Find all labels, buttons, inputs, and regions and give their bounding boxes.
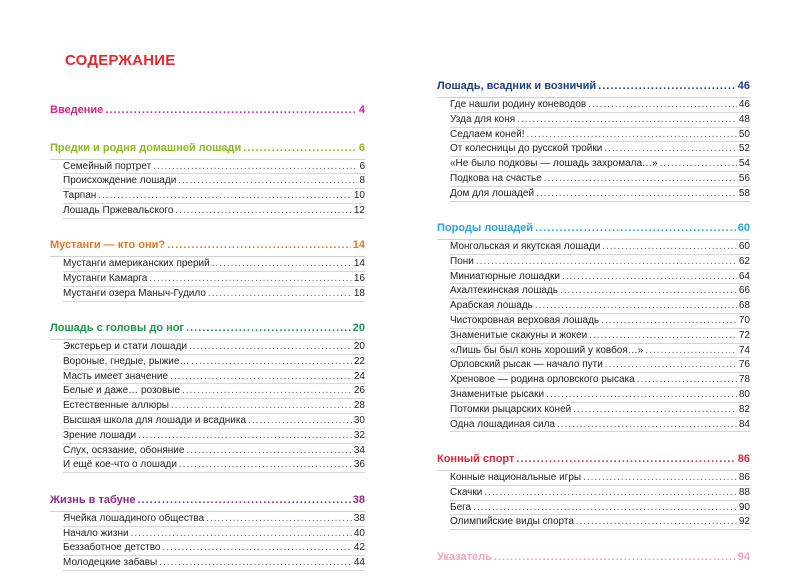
entry-page-number: 22: [353, 355, 365, 367]
entry-page-number: 28: [353, 400, 365, 412]
entry-page-number: 44: [353, 557, 365, 569]
entry-title: Бега: [450, 501, 472, 513]
toc-entry[interactable]: [63, 204, 365, 219]
entry-page-number: 58: [738, 187, 750, 199]
entry-title: Семейный портрет: [63, 160, 152, 172]
toc-section: [50, 490, 365, 571]
entry-title: И ещё кое-что о лошади: [63, 459, 177, 471]
entry-page-number: 14: [353, 258, 365, 270]
dot-leader: [602, 240, 737, 254]
dot-leader: [562, 270, 737, 284]
dot-leader: [583, 471, 737, 485]
dot-leader: [560, 284, 737, 298]
entry-title: Одна лошадиная сила: [450, 418, 556, 430]
section-title: Мустанги — кто они?: [50, 239, 166, 252]
dot-leader: [175, 204, 351, 218]
section-page-number: 38: [352, 493, 365, 506]
toc-entry[interactable]: [450, 98, 750, 113]
toc-entry[interactable]: [450, 172, 750, 187]
section-page-number: 60: [737, 222, 750, 235]
entry-title: Дом для лошадей: [450, 187, 535, 199]
dot-leader: [573, 403, 737, 417]
entry-page-number: 84: [738, 418, 750, 430]
toc-section: [437, 76, 750, 202]
toc-entry[interactable]: [63, 458, 365, 473]
entry-title: Белые и даже… розовые: [63, 385, 181, 397]
toc-entry[interactable]: [63, 370, 365, 385]
dot-leader: [557, 418, 737, 432]
section-page-number: 94: [737, 550, 750, 563]
entry-page-number: 36: [353, 459, 365, 471]
toc-entry[interactable]: [63, 160, 365, 175]
entry-page-number: 88: [738, 486, 750, 498]
dot-leader: [170, 370, 352, 384]
toc-entry[interactable]: [63, 512, 365, 527]
entry-title: Арабская лошадь: [450, 300, 533, 312]
toc-entry[interactable]: [450, 486, 750, 501]
entry-page-number: 26: [353, 385, 365, 397]
toc-entry[interactable]: [63, 287, 365, 302]
toc-entry[interactable]: [63, 556, 365, 571]
section-heading[interactable]: [437, 218, 750, 240]
entry-page-number: 80: [738, 389, 750, 401]
toc-entry[interactable]: [450, 128, 750, 143]
toc-entry[interactable]: [63, 340, 365, 355]
dot-leader: [189, 340, 352, 354]
toc-entry[interactable]: [450, 113, 750, 128]
section-title: Указатель: [437, 550, 492, 563]
dot-leader: [601, 314, 737, 328]
dot-leader: [604, 142, 737, 156]
toc-entry[interactable]: [63, 541, 365, 556]
entry-title: Потомки рыцарских коней: [450, 403, 572, 415]
entry-page-number: 66: [738, 285, 750, 297]
entry-page-number: 64: [738, 270, 750, 282]
entry-title: «Лишь бы был конь хороший у ковбоя…»: [450, 344, 644, 356]
entry-page-number: 18: [353, 287, 365, 299]
toc-entry[interactable]: [450, 515, 750, 530]
entry-title: Начало жизни: [63, 527, 129, 539]
entry-page-number: 40: [353, 527, 365, 539]
toc-entry[interactable]: [450, 388, 750, 403]
entry-title: Олимпийские виды спорта: [450, 516, 574, 528]
dot-leader: [473, 501, 737, 515]
section-page-number: 86: [737, 452, 750, 465]
toc-left-column: [50, 100, 365, 587]
dot-leader: [208, 287, 352, 301]
section-heading[interactable]: [50, 318, 365, 340]
toc-right-column: [437, 76, 750, 584]
section-page-number: 20: [352, 322, 365, 335]
dot-leader: [576, 515, 737, 529]
toc-entry[interactable]: [450, 344, 750, 359]
dot-leader: [484, 486, 737, 500]
toc-section: [50, 100, 365, 121]
toc-entry[interactable]: [63, 444, 365, 459]
section-title: Лошадь, всадник и возничий: [437, 80, 597, 92]
page-title: СОДЕРЖАНИЕ: [65, 52, 176, 69]
entry-title: Масть имеет значение: [63, 370, 169, 382]
entry-page-number: 46: [738, 99, 750, 110]
entry-page-number: 16: [353, 272, 365, 284]
entry-page-number: 74: [738, 344, 750, 356]
toc-entry[interactable]: [63, 414, 365, 429]
toc-section: [50, 318, 365, 473]
dot-leader: [645, 344, 737, 358]
entry-title: Экстерьер и стати лошади: [63, 341, 188, 353]
dot-leader: [243, 138, 357, 159]
entry-page-number: 8: [359, 175, 365, 187]
entry-page-number: 6: [359, 160, 365, 172]
entry-title: От колесницы до русской тройки: [450, 143, 603, 155]
entry-title: Тарпан: [63, 190, 97, 202]
dot-leader: [186, 318, 351, 339]
dot-leader: [660, 157, 737, 171]
entry-title: Беззаботное детство: [63, 542, 161, 554]
entry-title: Мустанги Камарга: [63, 272, 148, 284]
entry-title: Чистокровная верховая лошадь: [450, 315, 600, 327]
dot-leader: [516, 449, 735, 470]
entry-page-number: 72: [738, 329, 750, 341]
entry-title: Мустанги озера Маныч-Гудило: [63, 287, 206, 299]
toc-entry[interactable]: [63, 527, 365, 542]
toc-entry[interactable]: [450, 418, 750, 433]
toc-section: [437, 449, 750, 530]
toc-section: [437, 218, 750, 432]
toc-entry[interactable]: [450, 329, 750, 344]
toc-entry[interactable]: [63, 257, 365, 272]
entry-page-number: 86: [738, 471, 750, 483]
dot-leader: [589, 329, 737, 343]
dot-leader: [131, 527, 352, 541]
toc-entry[interactable]: [450, 255, 750, 270]
toc-entry[interactable]: [450, 270, 750, 285]
dot-leader: [535, 299, 737, 313]
dot-leader: [605, 358, 737, 372]
entry-title: Узда для коня: [450, 113, 516, 125]
entry-title: Слух, осязание, обоняние: [63, 444, 185, 456]
dot-leader: [98, 189, 352, 203]
entry-title: Конные национальные игры: [450, 471, 582, 483]
dot-leader: [186, 444, 351, 458]
entry-page-number: 30: [353, 415, 365, 427]
toc-entry[interactable]: [450, 403, 750, 418]
entry-title: Зрение лошади: [63, 429, 137, 441]
entry-title: Происхождение лошади: [63, 175, 177, 187]
entry-page-number: 20: [353, 341, 365, 353]
dot-leader: [527, 128, 737, 142]
dot-leader: [588, 98, 737, 112]
toc-entry[interactable]: [450, 157, 750, 172]
dot-leader: [105, 100, 357, 121]
entry-title: Миниатюрные лошадки: [450, 270, 560, 282]
dot-leader: [476, 255, 737, 269]
toc-entry[interactable]: [450, 284, 750, 299]
dot-leader: [546, 388, 737, 402]
section-title: Жизнь в табуне: [50, 493, 136, 506]
entry-title: Ахалтекинская лошадь: [450, 285, 558, 297]
section-title: Конный спорт: [437, 452, 515, 465]
entry-title: Где нашли родину коневодов: [450, 99, 587, 110]
dot-leader: [206, 512, 352, 526]
toc-entry[interactable]: [450, 471, 750, 486]
dot-leader: [517, 113, 737, 127]
toc-section: [437, 547, 750, 568]
entry-page-number: 56: [738, 172, 750, 184]
entry-title: Мустанги американских прерий: [63, 258, 210, 270]
entry-page-number: 48: [738, 113, 750, 125]
toc-entry[interactable]: [63, 272, 365, 287]
toc-entry[interactable]: [63, 189, 365, 204]
dot-leader: [167, 235, 351, 256]
section-heading[interactable]: [437, 76, 750, 98]
entry-page-number: 68: [738, 300, 750, 312]
entry-title: Знаменитые рысаки: [450, 389, 545, 401]
entry-page-number: 90: [738, 501, 750, 513]
section-heading[interactable]: [50, 100, 365, 121]
entry-title: Хреновое — родина орловского рысака: [450, 374, 635, 386]
entry-title: Орловский рысак — начало пути: [450, 359, 603, 371]
toc-entry[interactable]: [63, 174, 365, 189]
entry-title: Знаменитые скакуны и жокеи: [450, 329, 588, 341]
entry-page-number: 24: [353, 370, 365, 382]
toc-entry[interactable]: [63, 384, 365, 399]
toc-entry[interactable]: [450, 142, 750, 157]
entry-title: Естественные аллюры: [63, 400, 169, 412]
entry-page-number: 50: [738, 128, 750, 140]
entry-title: Ячейка лошадиного общества: [63, 512, 205, 524]
entry-page-number: 70: [738, 315, 750, 327]
entry-title: Подкова на счастье: [450, 172, 542, 184]
section-heading[interactable]: [50, 490, 365, 512]
entry-title: «Не было подковы — лошадь захромала…»: [450, 158, 658, 170]
section-heading[interactable]: [437, 449, 750, 471]
dot-leader: [162, 541, 351, 555]
section-title: Предки и родня домашней лошади: [50, 141, 242, 154]
dot-leader: [178, 174, 357, 188]
entry-page-number: 10: [353, 190, 365, 202]
dot-leader: [138, 490, 351, 511]
section-title: Введение: [50, 104, 104, 116]
entry-page-number: 92: [738, 516, 750, 528]
dot-leader: [182, 384, 352, 398]
dot-leader: [179, 458, 352, 472]
entry-page-number: 76: [738, 359, 750, 371]
dot-leader: [149, 272, 352, 286]
toc-entry[interactable]: [63, 429, 365, 444]
dot-leader: [536, 187, 737, 201]
dot-leader: [637, 373, 737, 387]
toc-entry[interactable]: [450, 187, 750, 202]
section-heading[interactable]: [437, 547, 750, 568]
dot-leader: [159, 556, 352, 570]
entry-page-number: 52: [738, 143, 750, 155]
toc-entry[interactable]: [450, 501, 750, 516]
entry-page-number: 82: [738, 403, 750, 415]
dot-leader: [212, 257, 352, 271]
dot-leader: [535, 218, 736, 239]
dot-leader: [598, 76, 736, 97]
dot-leader: [248, 414, 352, 428]
entry-page-number: 60: [738, 241, 750, 253]
toc-entry[interactable]: [450, 299, 750, 314]
toc-entry[interactable]: [450, 240, 750, 255]
toc-section: [50, 138, 365, 219]
dot-leader: [494, 547, 736, 568]
toc-entry[interactable]: [63, 355, 365, 370]
dot-leader: [171, 399, 352, 413]
toc-section: [50, 235, 365, 301]
entry-page-number: 54: [738, 158, 750, 170]
entry-title: Молодецкие забавы: [63, 557, 158, 569]
toc-entry[interactable]: [450, 314, 750, 329]
toc-entry[interactable]: [63, 399, 365, 414]
entry-title: Высшая школа для лошади и всадника: [63, 415, 247, 427]
section-title: Лошадь с головы до ног: [50, 322, 185, 335]
toc-entry[interactable]: [450, 373, 750, 388]
section-page-number: 46: [737, 80, 750, 92]
entry-page-number: 34: [353, 444, 365, 456]
entry-title: Седлаем коней!: [450, 128, 525, 140]
entry-title: Вороные, гнедые, рыжие…: [63, 355, 190, 367]
dot-leader: [544, 172, 737, 186]
section-page-number: 6: [358, 141, 365, 154]
entry-page-number: 12: [353, 204, 365, 216]
dot-leader: [138, 429, 352, 443]
toc-entry[interactable]: [450, 358, 750, 373]
entry-page-number: 32: [353, 429, 365, 441]
dot-leader: [191, 355, 351, 369]
section-heading[interactable]: [50, 138, 365, 160]
entry-page-number: 62: [738, 255, 750, 267]
entry-title: Пони: [450, 255, 474, 267]
entry-title: Скачки: [450, 486, 483, 498]
entry-page-number: 38: [353, 512, 365, 524]
section-page-number: 14: [352, 239, 365, 252]
dot-leader: [153, 160, 357, 174]
entry-title: Лошадь Пржевальского: [63, 204, 174, 216]
section-title: Породы лошадей: [437, 222, 534, 235]
entry-page-number: 42: [353, 542, 365, 554]
entry-title: Монгольская и якутская лошади: [450, 241, 601, 253]
section-heading[interactable]: [50, 235, 365, 257]
section-page-number: 4: [358, 104, 365, 116]
entry-page-number: 78: [738, 374, 750, 386]
